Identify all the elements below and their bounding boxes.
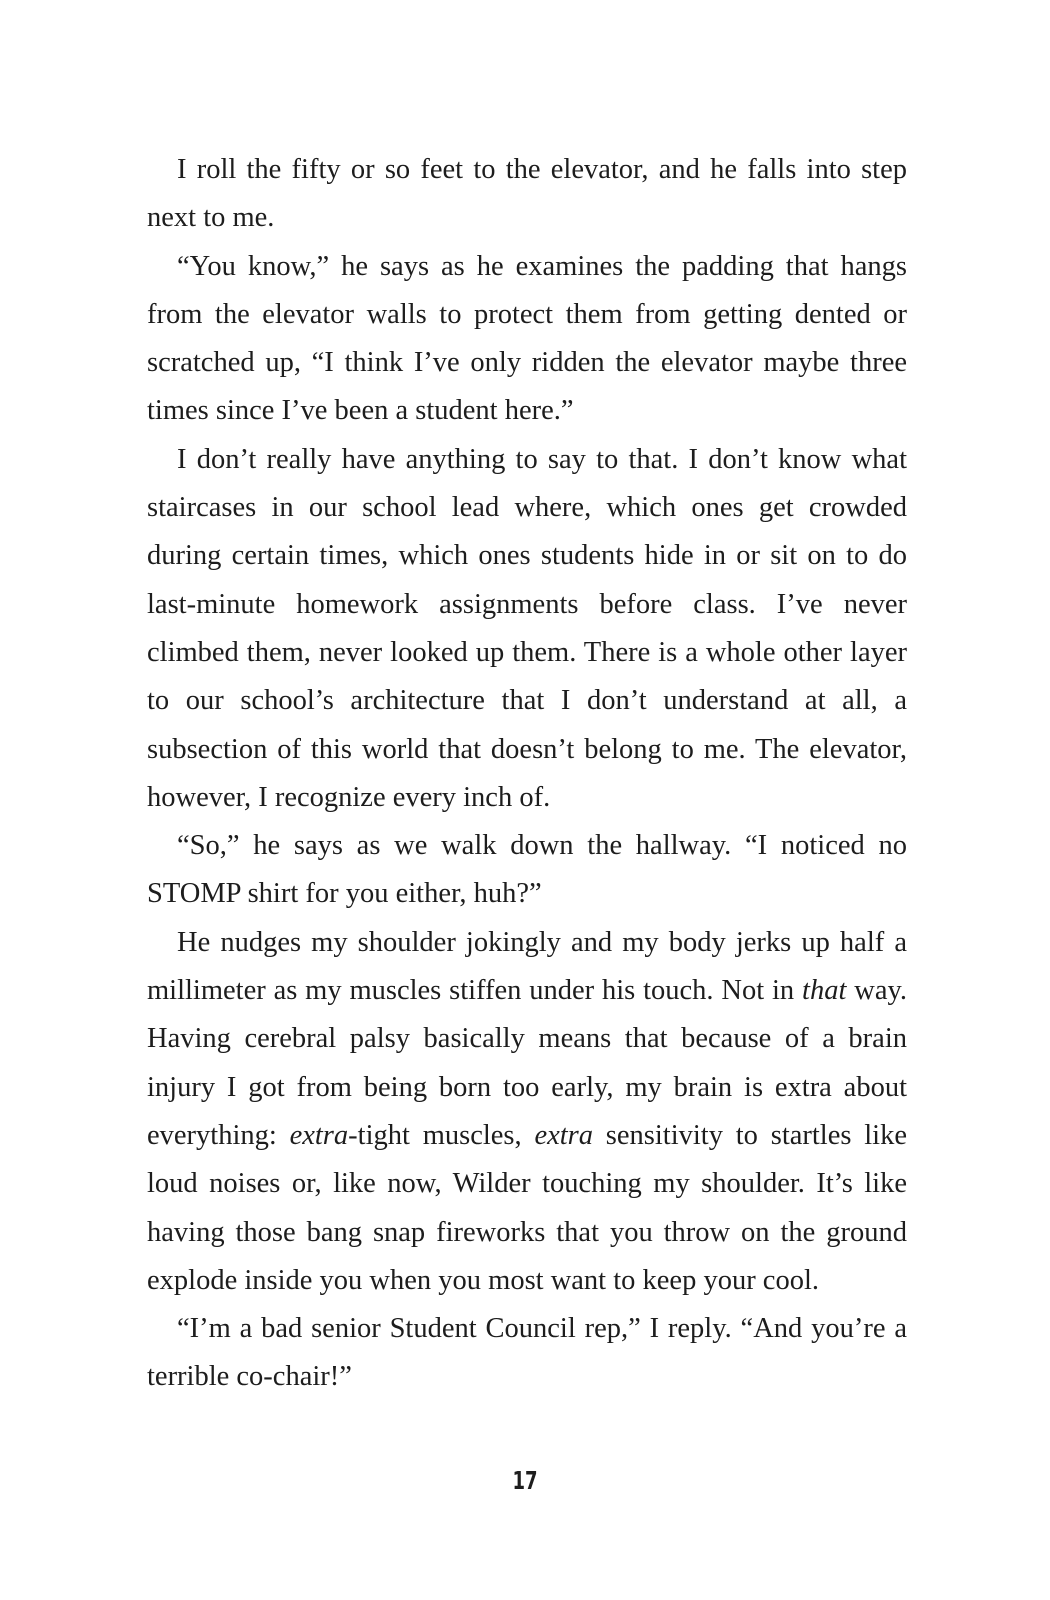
text-run: sensitivity to startles like loud noises or, like now, Wilder touching my shoulder. It’s like having those bang snap fireworks that you throw on the ground explode inside you when you most want to keep your cool. <box>147 1119 907 1296</box>
text-run: “I’m a bad senior Student Council rep,” I reply. “And you’re a terrible co-chair!” <box>147 1313 907 1393</box>
text-run: way. Having cerebral palsy basically means that because of a brain injury I got from being born too early, my brain is extra about everything: <box>147 975 908 1151</box>
paragraph <box>147 822 907 919</box>
paragraph <box>147 146 907 243</box>
text-run: I don’t really have anything to say to that. I don’t know what staircases in our school lead where, which ones get crowded during certain times, which ones students hide in or sit on to do last-minute homework assignments before class. I’ve never climbed them, never looked up them. There is a whole other layer to our school’s architecture that I don’t understand at all, a subsection of this world that doesn’t belong to me. The elevator, however, I recognize every inch of. <box>147 443 907 813</box>
text-run: He nudges my shoulder jokingly and my body jerks up half a millimeter as my muscles stiffen under his touch. Not in <box>147 926 907 1007</box>
italic-text-run: extra <box>289 1119 349 1151</box>
italic-text-run: that <box>802 975 847 1007</box>
text-run: “You know,” he says as he examines the padding that hangs from the elevator walls to protect them from getting dented or scratched up, “I think I’ve only ridden the elevator maybe three times since I’ve been a student here.” <box>147 250 907 427</box>
text-run: -tight muscles, <box>348 1119 535 1151</box>
paragraph <box>147 436 907 822</box>
paragraph <box>147 1305 907 1402</box>
body-text <box>147 146 907 1402</box>
text-run: I roll the fifty or so feet to the elevator, and he falls into step next to me. <box>147 154 907 234</box>
paragraph <box>147 919 907 1305</box>
text-run: “So,” he says as we walk down the hallway. “I noticed no STOMP shirt for you either, huh?” <box>147 830 907 910</box>
italic-text-run: extra <box>534 1119 593 1151</box>
page-number: 17 <box>512 1466 538 1495</box>
paragraph <box>147 243 907 436</box>
